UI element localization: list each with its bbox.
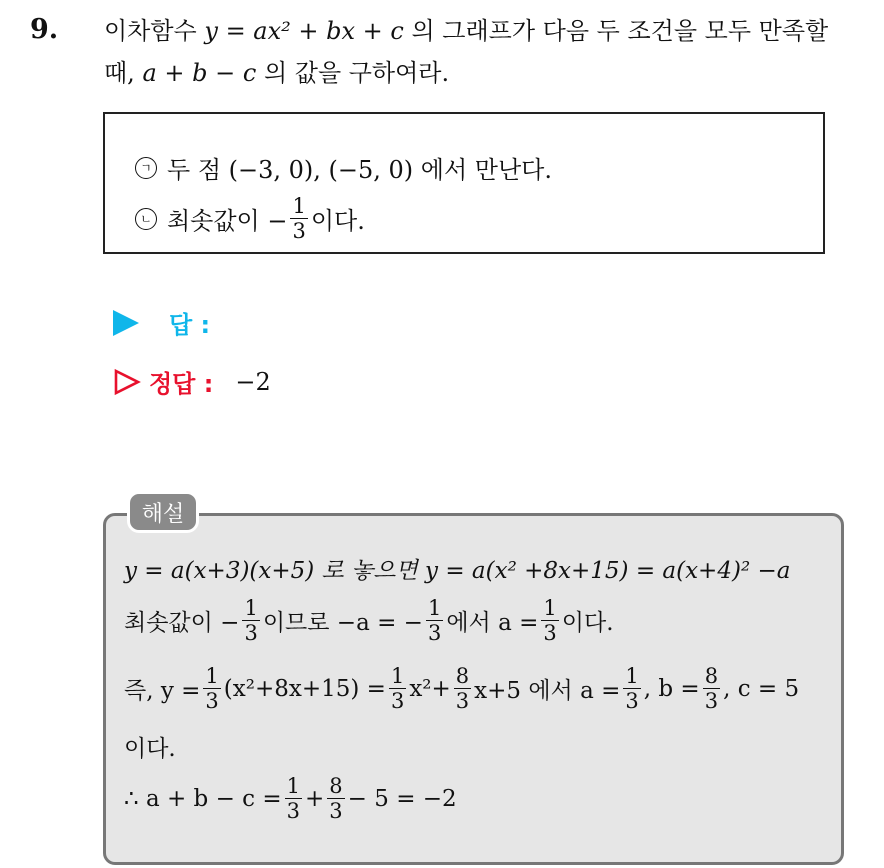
question-text: 때, — [104, 59, 143, 87]
circled-marker-icon: ㄴ — [135, 208, 157, 230]
solution-line-2: 최솟값이 − $\frac{1}{3}$ 이므로 −a = − $\frac{1}{3}$ 에서 a = $\frac{1}{3}$ 이다. — [124, 596, 614, 645]
question-text: 의 값을 구하여라. — [256, 59, 450, 87]
solution-line-3: 즉, y = $\frac{1}{3}$ (x²+8x+15) = $\frac{1}{3}$ x²+ $\frac{8}{3}$ x+5 에서 a = $\frac{1}{3}$ , b = $\frac{8}{3}$ , c = 5 — [124, 664, 800, 713]
question-text: 의 그래프가 다음 두 조건을 모두 만족할 — [403, 17, 829, 45]
answer-label: 답 : — [169, 311, 211, 339]
fraction: $\frac{1}{3}$ — [244, 596, 258, 645]
fraction: $\frac{1}{3}$ — [205, 664, 219, 713]
fraction: $\frac{8}{3}$ — [455, 664, 470, 713]
circled-marker-icon: ㄱ — [135, 157, 157, 179]
correct-answer-value: −2 — [235, 367, 271, 396]
correct-answer-row — [113, 364, 271, 399]
condition-2 — [135, 194, 365, 243]
condition-text: 이다. — [310, 207, 365, 235]
fraction: $\frac{8}{3}$ — [704, 664, 719, 713]
quadratic-equation: y = ax² + bx + c — [204, 17, 404, 45]
solution-line-5: ∴ a + b − c = $\frac{1}{3}$ + $\frac{8}{3}$ − 5 = −2 — [124, 774, 457, 823]
play-arrow-icon — [113, 310, 139, 336]
correct-answer-label: 정답 : — [149, 370, 214, 398]
question-line-1 — [104, 16, 828, 46]
solution-line-1: y = a(x+3)(x+5) 로 놓으면 y = a(x² +8x+15) = a(x+4)² −a — [124, 558, 791, 584]
answer-row — [113, 305, 210, 340]
condition-text: 최솟값이 − — [167, 207, 288, 235]
fraction: $\frac{1}{3}$ — [286, 774, 301, 823]
solution-line-4: 이다. — [124, 736, 176, 762]
fraction: $\frac{1}{3}$ — [427, 596, 442, 645]
fraction: $\frac{1}{3}$ — [292, 194, 306, 243]
outline-arrow-icon — [113, 368, 141, 396]
question-line-2 — [104, 58, 449, 88]
fraction: $\frac{1}{3}$ — [625, 664, 639, 713]
solution-tab: 해설 — [127, 491, 199, 533]
condition-1 — [135, 150, 552, 185]
fraction: $\frac{1}{3}$ — [543, 596, 557, 645]
fraction: $\frac{1}{3}$ — [390, 664, 405, 713]
condition-text: 두 점 (−3, 0), (−5, 0) 에서 만난다. — [167, 156, 552, 184]
target-expression: a + b − c — [142, 59, 257, 87]
question-text: 이차함수 — [104, 17, 205, 45]
conditions-box — [103, 112, 825, 254]
question-number: 9. — [30, 14, 59, 45]
fraction: $\frac{8}{3}$ — [329, 774, 343, 823]
